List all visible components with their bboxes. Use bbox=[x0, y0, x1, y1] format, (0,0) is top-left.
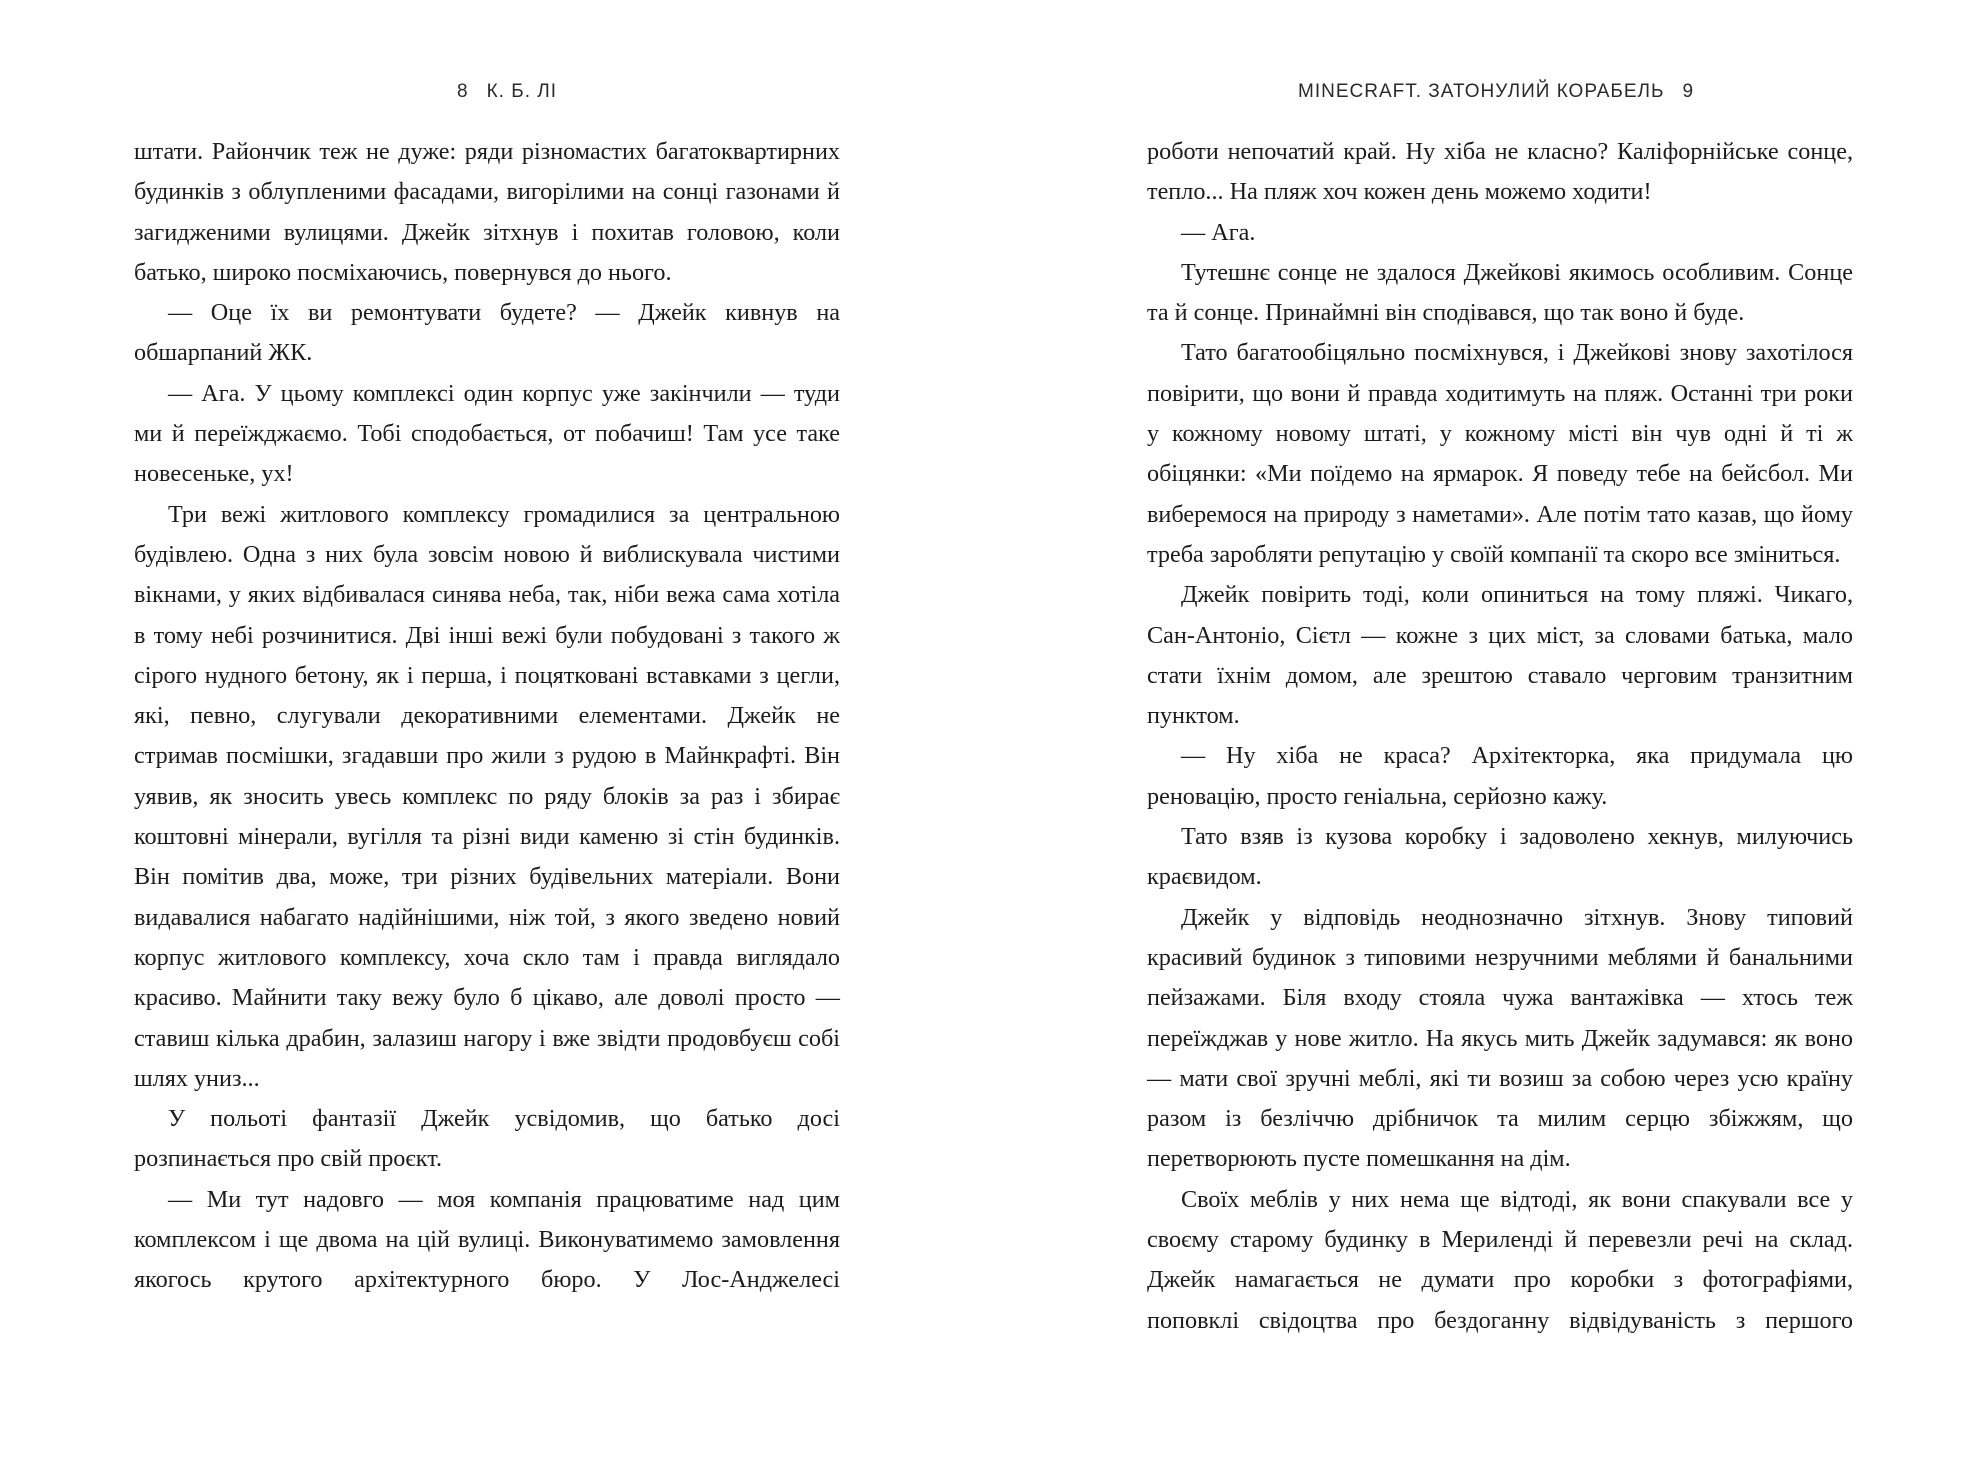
left-running-head bbox=[457, 80, 557, 104]
right-page-number: 9 bbox=[1682, 81, 1695, 102]
paragraph: Тато взяв із кузова коробку і задоволено хекнув, милуючись краєвидом. bbox=[1147, 823, 1853, 891]
right-running-head-title: MINECRAFT. ЗАТОНУЛИЙ КОРАБЕЛЬ bbox=[1298, 81, 1665, 102]
left-page-number: 8 bbox=[457, 81, 469, 102]
paragraph: штати. Райончик теж не дуже: ряди різномастих багатоквартирних будинків з облупленими фасадами, вигорілими на сонці газонами й загидженими вулицями. Джейк зітхнув і похитав головою, коли батько, широко посміхаючись, повернувся до нього. bbox=[134, 138, 840, 286]
paragraph: — Ну хіба не краса? Архітекторка, яка придумала цю реновацію, просто геніальна, серйозно кажу. bbox=[1147, 742, 1853, 810]
paragraph: — Ми тут надовго — моя компанія працюватиме над цим комплексом і ще двома на цій вулиці. Виконуватимемо замовлення якогось крутого архітектурного бюро. У Лос-Анджелесі bbox=[134, 1185, 840, 1294]
left-body-text bbox=[134, 132, 840, 1301]
right-page bbox=[987, 0, 1974, 1480]
paragraph: роботи непочатий край. Ну хіба не класно? Каліфорнійське сонце, тепло... На пляж хоч кожен день можемо ходити! bbox=[1147, 138, 1853, 206]
paragraph: — Ага. У цьому комплексі один корпус уже закінчили — туди ми й переїжджаємо. Тобі сподобається, от побачиш! Там усе таке новесеньке, ух! bbox=[134, 379, 840, 488]
paragraph: Джейк у відповідь неоднозначно зітхнув. Знову типовий красивий будинок з типовими незручними меблями й банальними пейзажами. Біля входу стояла чужа вантажівка — хтось теж переїжджав у нове житло. На якусь мить Джейк задумався: як воно — мати свої зручні меблі, які ти возиш за собою через усю країну разом із безліччю дрібничок та милим серцю збіжжям, що перетворюють пусте помешкання на дім. bbox=[1147, 903, 1853, 1173]
paragraph: Тато багатообіцяльно посміхнувся, і Джейкові знову захотілося повірити, що вони й правда ходитимуть на пляж. Останні три роки у кожному новому штаті, у кожному місті він чув одні й ті ж обіцянки: «Ми поїдемо на ярмарок. Я поведу тебе на бейсбол. Ми виберемося на природу з наметами». Але потім тато казав, що йому треба заробляти репутацію у своїй компанії та скоро все зміниться. bbox=[1147, 339, 1853, 568]
right-body-text bbox=[1147, 132, 1853, 1341]
left-running-head-title: К. Б. ЛІ bbox=[486, 81, 557, 102]
paragraph: — Оце їх ви ремонтувати будете? — Джейк кивнув на обшарпаний ЖК. bbox=[134, 299, 840, 367]
paragraph: — Ага. bbox=[1181, 218, 1256, 246]
paragraph: Своїх меблів у них нема ще відтоді, як вони спакували все у своєму старому будинку в Мериленді й перевезли речі на склад. Джейк намагається не думати про коробки з фотографіями, поповклі свідоцтва про бездоганну відвідуваність з першого bbox=[1147, 1185, 1853, 1334]
paragraph: Три вежі житлового комплексу громадилися за центральною будівлею. Одна з них була зовсім новою й виблискувала чистими вікнами, у яких відбивалася синява неба, так, ніби вежа сама хотіла в тому небі розчинитися. Дві інші вежі були побудовані з такого ж сірого нудного бетону, як і перша, і поцятковані вставками з цегли, які, певно, слугували декоративними елементами. Джейк не стримав посмішки, згадавши про жили з рудою в Майнкрафті. Він уявив, як зносить увесь комплекс по ряду блоків за раз і збирає коштовні мінерали, вугілля та різні види каменю зі стін будинків. Він помітив два, може, три різних будівельних матеріали. Вони видавалися набагато надійнішими, ніж той, з якого зведено новий корпус житлового комплексу, хоча скло там і правда виглядало красиво. Майнити таку вежу було б цікаво, але доволі просто — ставиш кілька драбин, залазиш нагору і вже звідти продовбуєш собі шлях униз... bbox=[134, 500, 840, 1092]
right-running-head bbox=[1298, 80, 1694, 104]
paragraph: Джейк повірить тоді, коли опиниться на тому пляжі. Чикаго, Сан-Антоніо, Сієтл — кожне з цих міст, за словами батька, мало стати їхнім домом, але зрештою ставало черговим транзитним пунктом. bbox=[1147, 581, 1853, 730]
paragraph: У польоті фантазії Джейк усвідомив, що батько досі розпинається про свій проєкт. bbox=[134, 1105, 840, 1173]
paragraph: Тутешнє сонце не здалося Джейкові якимось особливим. Сонце та й сонце. Принаймні він сподівався, що так воно й буде. bbox=[1147, 258, 1853, 327]
